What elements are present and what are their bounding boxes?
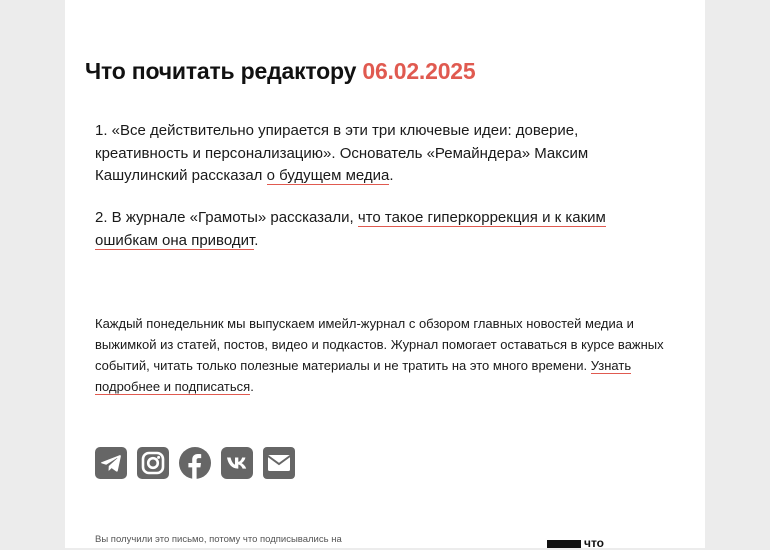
about-suffix: . [250,379,254,394]
brand-text: что [584,536,605,550]
instagram-icon[interactable] [137,447,169,479]
news-item-link[interactable]: что такое гиперкоррекция и к каким ошибкам она приводит [95,209,606,249]
email-icon[interactable] [263,447,295,479]
telegram-icon[interactable] [95,447,127,479]
footer-note: Вы получили это письмо, потому что подписывались на [95,534,342,545]
subscribe-link[interactable]: Узнать подробнее и подписаться [95,358,632,394]
news-item-text: 2. В журнале «Грамоты» рассказали, [95,209,358,226]
news-item-suffix: . [254,231,259,249]
about-description: Каждый понедельник мы выпускаем имейл-журнал с обзором главных новостей медиа и выжимкой из статей, постов, видео и подкастов. Журнал помогает оставаться в курсе важных событий, читать только полезные материалы и не тратить на это много времени. [95,316,664,373]
title-date: 06.02.2025 [362,58,476,84]
news-item-suffix: . [389,167,394,184]
title-text: Что почитать редактору [85,58,357,84]
newsletter-card [65,0,705,548]
news-item-link[interactable]: о будущем медиа [266,167,390,184]
facebook-icon[interactable] [179,447,211,479]
about-text [95,313,680,397]
news-item [95,120,655,188]
news-item [95,207,655,252]
logo-bar-icon [547,540,581,548]
page-title [85,58,476,85]
vk-icon[interactable] [221,447,253,479]
news-item-text: 1. «Все действительно упирается в эти три ключевые идеи: доверие, креативность и персонализацию». Основатель «Ремайндера» Максим Кашулинский рассказал [95,122,589,184]
